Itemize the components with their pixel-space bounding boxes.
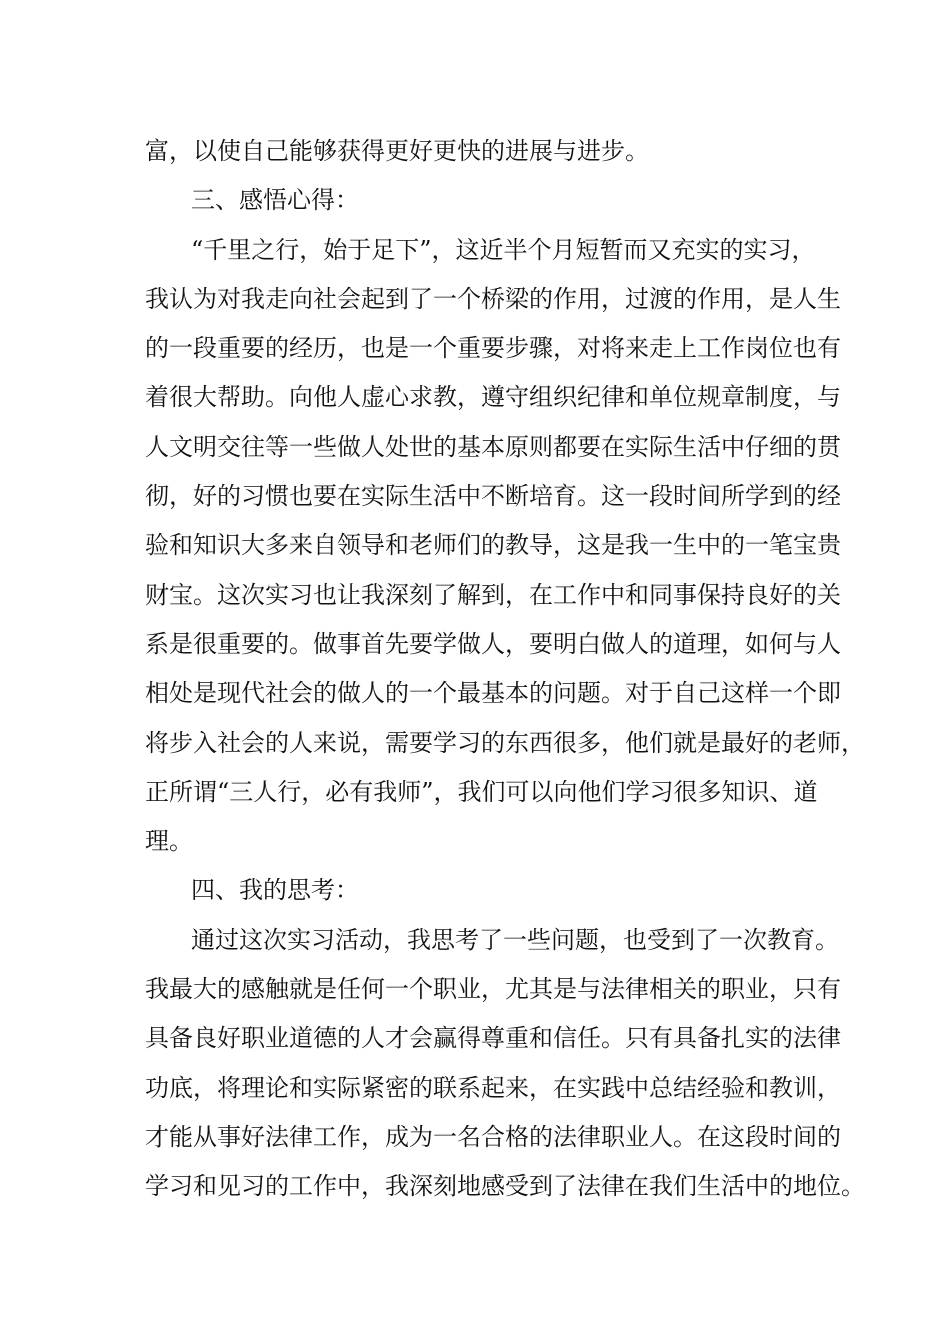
text-line: 学习和见习的工作中，我深刻地感受到了法律在我们生活中的地位。 [145, 1172, 865, 1201]
text-line: 我最大的感触就是任何一个职业，尤其是与法律相关的职业，只有 [145, 975, 841, 1004]
text-line: 相处是现代社会的做人的一个最基本的问题。对于自己这样一个即 [145, 679, 841, 708]
text-line: 将步入社会的人来说，需要学习的东西很多，他们就是最好的老师， [145, 728, 865, 757]
text-line: 人文明交往等一些做人处世的基本原则都要在实际生活中仔细的贯 [145, 432, 841, 461]
text-line: 财宝。这次实习也让我深刻了解到，在工作中和同事保持良好的关 [145, 580, 841, 609]
document-body [145, 127, 865, 1212]
section-heading-thoughts: 四、我的思考： [191, 876, 359, 905]
text-line: 具备良好职业道德的人才会赢得尊重和信任。只有具备扎实的法律 [145, 1024, 841, 1053]
text-line: 才能从事好法律工作，成为一名合格的法律职业人。在这段时间的 [145, 1122, 841, 1151]
text-line: 着很大帮助。向他人虚心求教，遵守组织纪律和单位规章制度，与 [145, 383, 841, 412]
paragraph-first-line: 通过这次实习活动，我思考了一些问题，也受到了一次教育。 [191, 925, 839, 954]
text-line: 功底，将理论和实际紧密的联系起来，在实践中总结经验和教训， [145, 1073, 841, 1102]
text-line: 验和知识大多来自领导和老师们的教导，这是我一生中的一笔宝贵 [145, 531, 841, 560]
paragraph-first-line: “千里之行，始于足下”，这近半个月短暂而又充实的实习， [191, 235, 816, 264]
text-line: 系是很重要的。做事首先要学做人，要明白做人的道理，如何与人 [145, 629, 841, 658]
text-line: 彻，好的习惯也要在实际生活中不断培育。这一段时间所学到的经 [145, 482, 841, 511]
text-line: 理。 [145, 827, 193, 856]
section-heading-reflections: 三、感悟心得： [191, 186, 359, 215]
text-line: 正所谓“三人行，必有我师”，我们可以向他们学习很多知识、道 [145, 777, 818, 806]
text-line: 的一段重要的经历，也是一个重要步骤，对将来走上工作岗位也有 [145, 334, 841, 363]
text-line: 我认为对我走向社会起到了一个桥梁的作用，过渡的作用，是人生 [145, 284, 841, 313]
text-line: 富，以使自己能够获得更好更快的进展与进步。 [145, 137, 649, 165]
